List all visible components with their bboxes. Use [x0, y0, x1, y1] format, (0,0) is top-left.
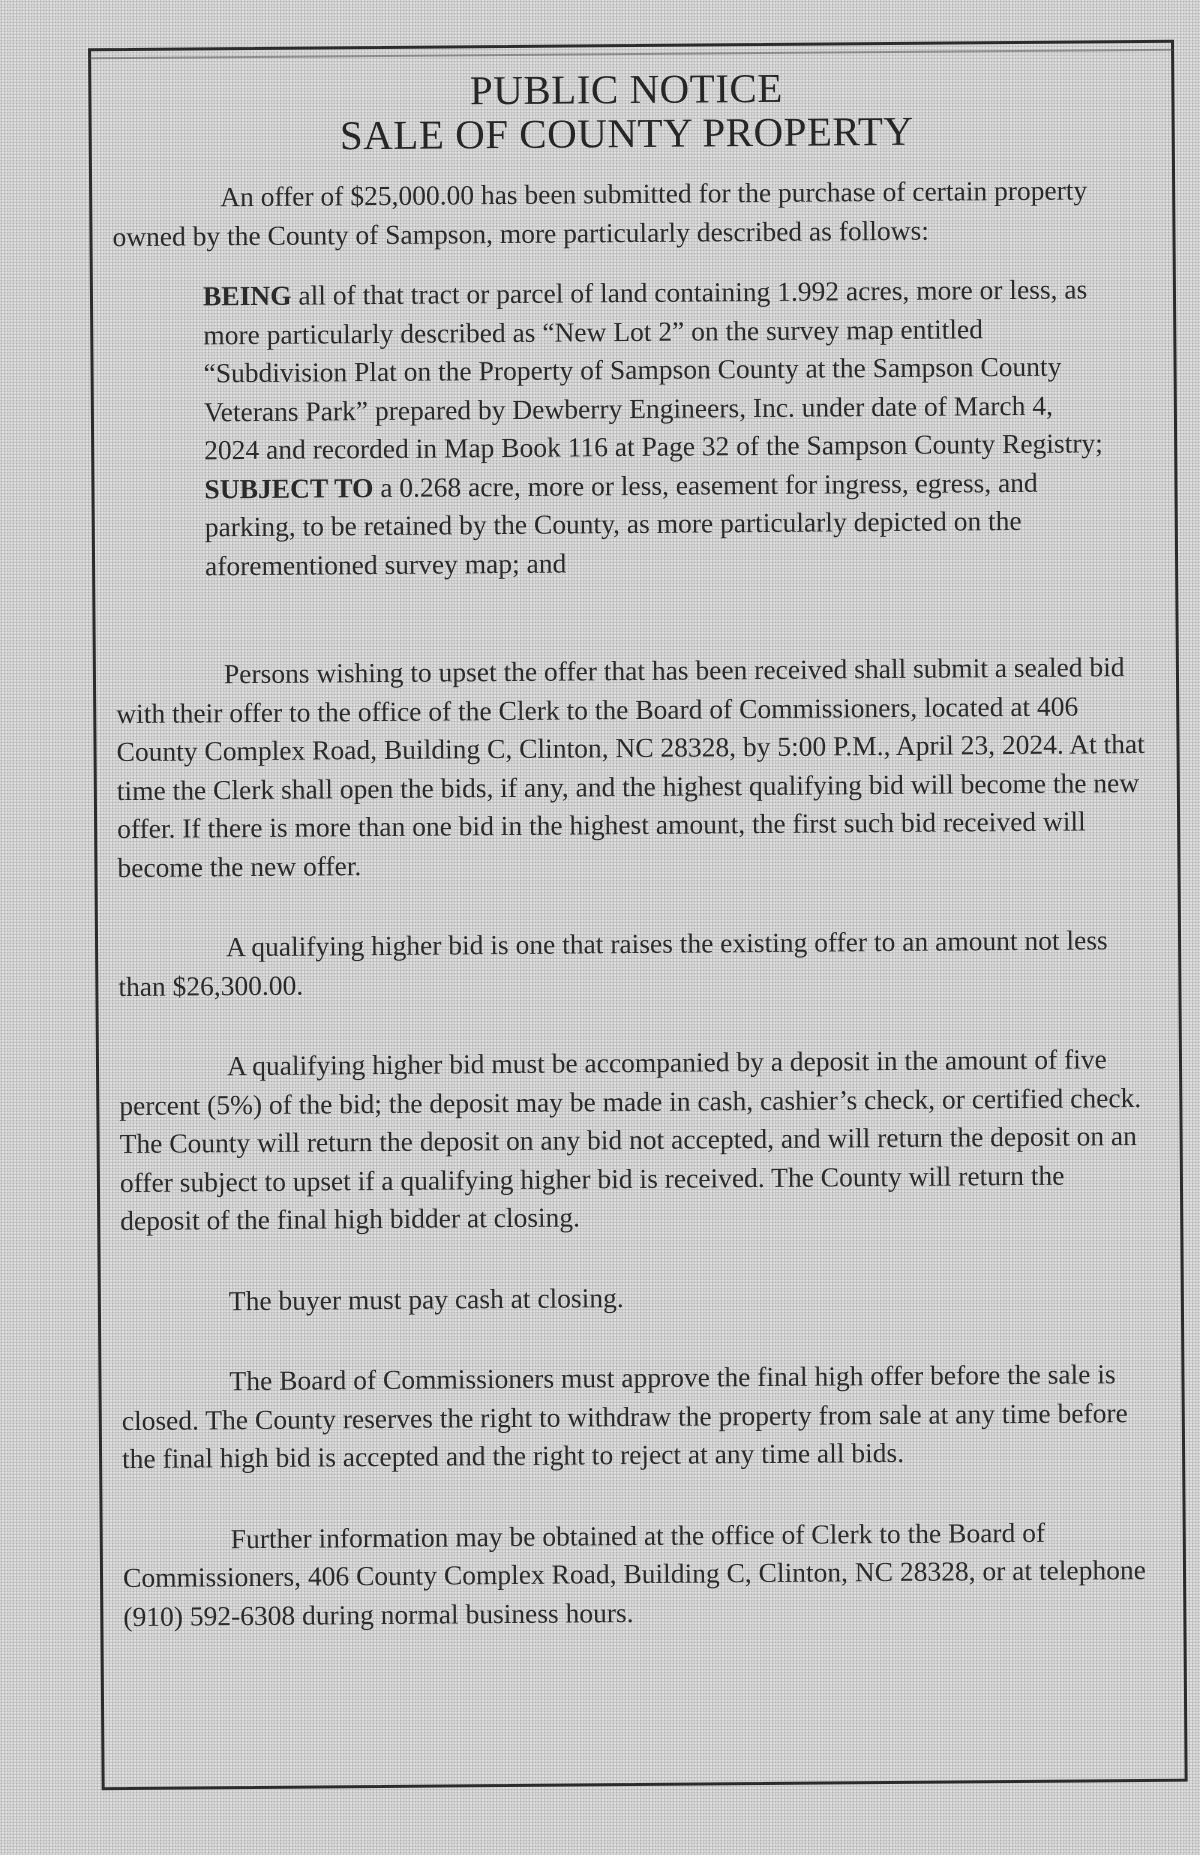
being-text: all of that tract or parcel of land containing 1.992 acres, more or less, as more particularly described as “New Lot 2” on the survey map entitled “Subdivision Plat on the Property of Sampson County at the Sampson County Veterans Park” prepared by Dewberry Engineers, Inc. under date of March 4, 2024 and recorded in Map Book 116 at Page 32 of the Sampson County Registry;	[203, 273, 1103, 466]
being-label: BEING	[202, 279, 292, 312]
deposit-paragraph: A qualifying higher bid must be accompanied by a deposit in the amount of five percent (5%) of the bid; the deposit may be made in cash, cashier’s check, or certified check. The County will return the deposit on any bid not accepted, and will return the deposit on an offer subject to upset if a qualifying higher bid is received. The County will return the deposit of the final high bidder at closing.	[119, 1043, 1142, 1237]
upset-bid-paragraph: Persons wishing to upset the offer that has been received shall submit a sealed bid with their offer to the office of the Clerk to the Board of Commissioners, located at 406 County Complex Road, Building C, Clinton, NC 28328, by 5:00 P.M., April 23, 2024. At that time the Clerk shall open the bids, if any, and the highest qualifying bid will become the new offer. If there is more than one bid in the highest amount, the first such bid received will become the new offer.	[116, 651, 1145, 883]
subject-to-label: SUBJECT TO	[204, 471, 374, 504]
cash-paragraph: The buyer must pay cash at closing.	[228, 1281, 624, 1316]
approval-paragraph: The Board of Commissioners must approve the final high offer before the sale is closed. The County reserves the right to withdraw the property from sale at any time before the final high bid is accepted and the right to reject at any time all bids.	[121, 1358, 1128, 1475]
notice-title	[111, 63, 1142, 159]
legal-description	[203, 270, 1105, 585]
title-line-1: PUBLIC NOTICE	[469, 64, 783, 114]
title-line-2: SALE OF COUNTY PROPERTY	[339, 107, 914, 159]
subject-to-text: a 0.268 acre, more or less, easement for ingress, egress, and parking, to be retained by the County, as more particularly depicted on the aforementioned survey map; and	[204, 466, 1038, 581]
intro-paragraph: An offer of $25,000.00 has been submitted for the purchase of certain property owned by the County of Sampson, more particularly described as follows:	[112, 174, 1088, 252]
qualifying-bid-paragraph: A qualifying higher bid is one that raises the existing offer to an amount not less than $26,300.00.	[118, 924, 1108, 1002]
contact-paragraph: Further information may be obtained at the office of Clerk to the Board of Commissioners, 406 County Complex Road, Building C, Clinton, NC 28328, or at telephone (910) 592-6308 during normal business hours.	[122, 1516, 1146, 1632]
public-notice-box	[88, 40, 1188, 1790]
